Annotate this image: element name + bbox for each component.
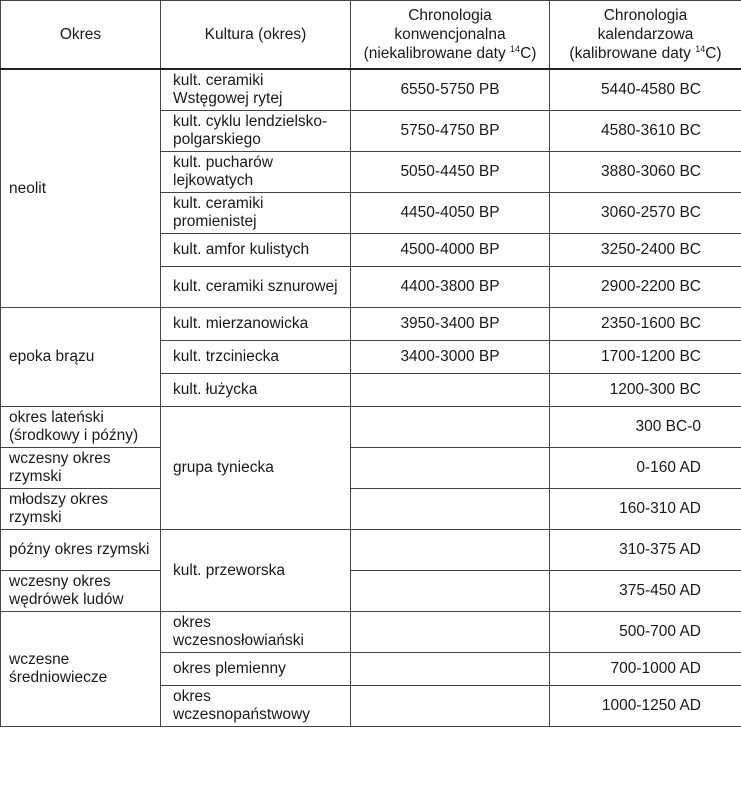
calendar-cell: 3880-3060 BC	[550, 152, 741, 193]
conventional-cell: 6550-5750 PB	[351, 69, 550, 111]
conventional-cell	[351, 612, 550, 653]
conventional-cell	[351, 448, 550, 489]
culture-cell: kult. łużycka	[161, 374, 351, 407]
table-row	[1, 612, 741, 653]
culture-cell: kult. pucharów lejkowatych	[161, 152, 351, 193]
calendar-cell: 1200-300 BC	[550, 374, 741, 407]
header-culture: Kultura (okres)	[161, 1, 351, 70]
calendar-cell: 0-160 AD	[550, 448, 741, 489]
conventional-cell: 4400-3800 BP	[351, 267, 550, 308]
conventional-cell: 3400-3000 BP	[351, 341, 550, 374]
period-cell: późny okres rzymski	[1, 530, 161, 571]
header-conventional-line1: Chronologia	[408, 7, 492, 24]
isotope-mass: 14	[510, 44, 521, 54]
conventional-cell: 4450-4050 BP	[351, 193, 550, 234]
culture-cell: kult. ceramiki Wstęgowej rytej	[161, 69, 351, 111]
period-cell: wczesny okres wędrówek ludów	[1, 571, 161, 612]
calendar-cell: 1700-1200 BC	[550, 341, 741, 374]
culture-cell: kult. przeworska	[161, 530, 351, 612]
calendar-cell: 160-310 AD	[550, 489, 741, 530]
table-row	[1, 407, 741, 448]
calendar-cell: 2350-1600 BC	[550, 308, 741, 341]
culture-cell: kult. cyklu lendzielsko-polgarskiego	[161, 111, 351, 152]
header-conventional-line3: (niekalibrowane daty	[363, 45, 511, 62]
calendar-cell: 4580-3610 BC	[550, 111, 741, 152]
table-row	[1, 571, 741, 612]
conventional-cell	[351, 407, 550, 448]
header-calendar-line3: (kalibrowane daty	[569, 45, 696, 62]
period-cell: neolit	[1, 69, 161, 308]
header-row	[1, 1, 741, 70]
calendar-cell: 500-700 AD	[550, 612, 741, 653]
conventional-cell: 5750-4750 BP	[351, 111, 550, 152]
culture-cell: okres plemienny	[161, 653, 351, 686]
calendar-cell: 310-375 AD	[550, 530, 741, 571]
culture-cell: kult. amfor kulistych	[161, 234, 351, 267]
isotope-tail: C)	[705, 45, 722, 62]
culture-cell: okres wczesnopaństwowy	[161, 686, 351, 727]
calendar-cell: 300 BC-0	[550, 407, 741, 448]
calendar-cell: 375-450 AD	[550, 571, 741, 612]
conventional-cell	[351, 374, 550, 407]
conventional-cell: 4500-4000 BP	[351, 234, 550, 267]
table-row	[1, 489, 741, 530]
conventional-cell: 5050-4450 BP	[351, 152, 550, 193]
period-cell: wczesne średniowiecze	[1, 612, 161, 727]
calendar-cell: 3250-2400 BC	[550, 234, 741, 267]
period-cell: okres lateński (środkowy i późny)	[1, 407, 161, 448]
conventional-cell	[351, 571, 550, 612]
culture-cell: kult. trzciniecka	[161, 341, 351, 374]
header-conventional	[351, 1, 550, 70]
culture-cell: kult. ceramiki promienistej	[161, 193, 351, 234]
calendar-cell: 1000-1250 AD	[550, 686, 741, 727]
header-calendar-line2: kalendarzowa	[597, 26, 694, 43]
header-calendar	[550, 1, 741, 70]
conventional-cell	[351, 686, 550, 727]
period-cell: młodszy okres rzymski	[1, 489, 161, 530]
calendar-cell: 700-1000 AD	[550, 653, 741, 686]
calendar-cell: 3060-2570 BC	[550, 193, 741, 234]
culture-cell: okres wczesnosłowiański	[161, 612, 351, 653]
calendar-cell: 5440-4580 BC	[550, 69, 741, 111]
period-cell: epoka brązu	[1, 308, 161, 407]
isotope-tail: C)	[520, 45, 537, 62]
conventional-cell: 3950-3400 BP	[351, 308, 550, 341]
culture-cell: kult. mierzanowicka	[161, 308, 351, 341]
table-row	[1, 530, 741, 571]
table-row	[1, 448, 741, 489]
culture-cell: grupa tyniecka	[161, 407, 351, 530]
conventional-cell	[351, 530, 550, 571]
calendar-cell: 2900-2200 BC	[550, 267, 741, 308]
table-row	[1, 69, 741, 111]
conventional-cell	[351, 489, 550, 530]
period-cell: wczesny okres rzymski	[1, 448, 161, 489]
header-conventional-line2: konwencjonalna	[394, 26, 506, 43]
conventional-cell	[351, 653, 550, 686]
table-row	[1, 308, 741, 341]
culture-cell: kult. ceramiki sznurowej	[161, 267, 351, 308]
isotope-mass: 14	[695, 44, 706, 54]
header-calendar-line1: Chronologia	[603, 7, 688, 24]
header-period: Okres	[1, 1, 161, 70]
